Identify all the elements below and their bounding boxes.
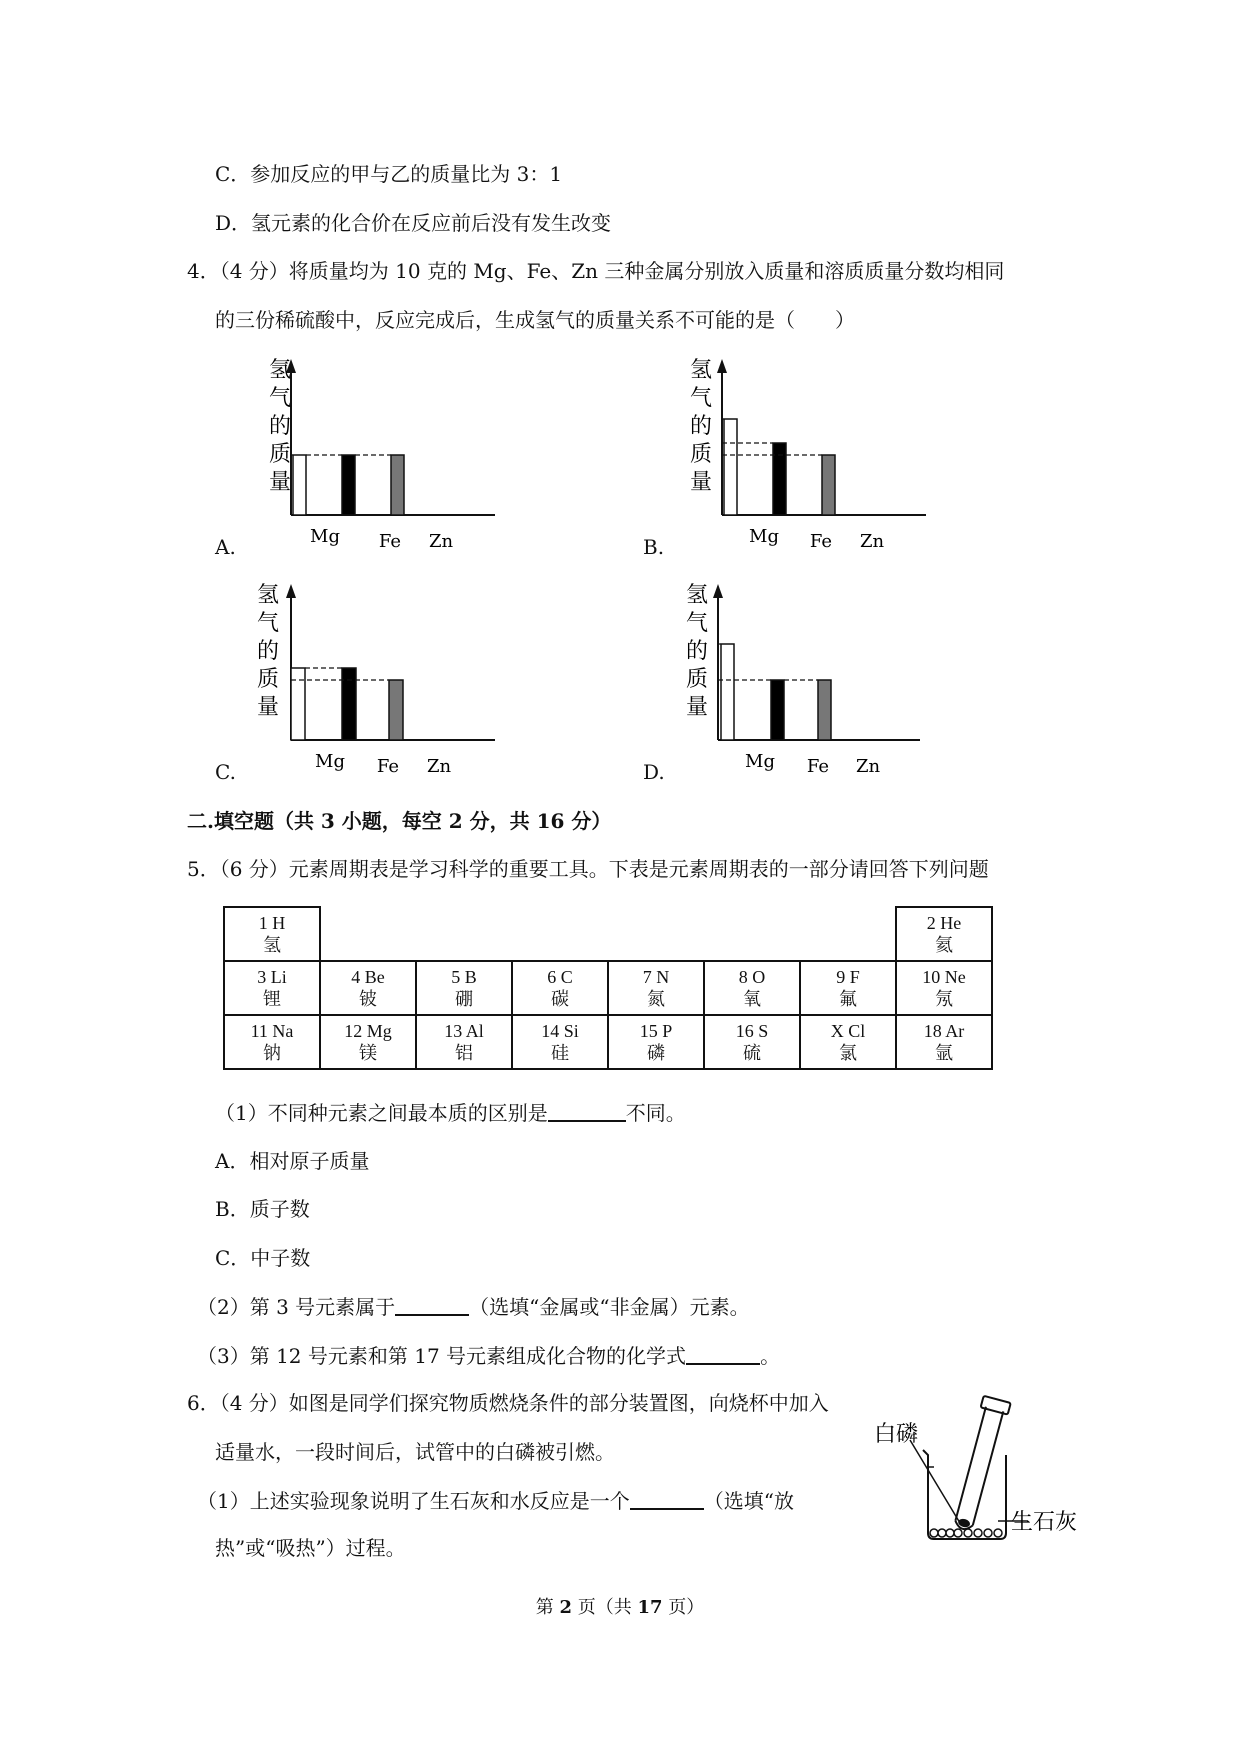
element-cell-he: 2 He 氦 <box>896 907 992 961</box>
x-tick-label: Zn <box>859 531 885 552</box>
chart-a-bars <box>291 455 404 515</box>
ylabel-char: 氢 <box>686 583 709 608</box>
chart-b-ylabel <box>690 358 712 495</box>
x-tick-label: Fe <box>378 531 402 552</box>
x-tick-label: Mg <box>315 751 345 772</box>
element-cell: 9 F 氟 <box>800 961 896 1015</box>
bar-zn <box>391 455 404 515</box>
element-cell: 15 P 磷 <box>608 1015 704 1069</box>
ylabel-char: 质 <box>269 442 292 467</box>
page-total: 17 <box>637 1597 663 1618</box>
element-cell-h: 1 H 氢 <box>224 907 320 961</box>
chart-d <box>684 580 944 780</box>
ylabel-char: 的 <box>690 414 713 439</box>
element-cell: 16 S 硫 <box>704 1015 800 1069</box>
answer-blank[interactable] <box>548 1098 626 1122</box>
periodic-table <box>223 906 993 1070</box>
chart-a <box>255 355 515 555</box>
bar-zn <box>818 680 831 740</box>
table-gap <box>320 907 896 961</box>
option-d-label: D. <box>643 760 665 784</box>
quicklime-granules <box>930 1529 1002 1537</box>
ylabel-char: 氢 <box>690 358 713 383</box>
page-footer: 第 2 页（共 17 页） <box>535 1597 705 1618</box>
ylabel-char: 量 <box>686 695 709 720</box>
q4-stem-line1: 4．（4 分）将质量均为 10 克的 Mg、Fe、Zn 三种金属分别放入质量和溶质质量分数均相同 <box>187 259 1005 283</box>
x-tick-label: Fe <box>809 531 833 552</box>
x-tick-label: Mg <box>310 526 340 547</box>
element-cell: 14 Si 硅 <box>512 1015 608 1069</box>
chart-c-xlabels <box>315 751 451 777</box>
q3-option-d: D．氢元素的化合价在反应前后没有发生改变 <box>215 211 612 235</box>
table-row <box>224 907 992 961</box>
bar-fe <box>342 455 355 515</box>
ylabel-char: 氢 <box>257 583 280 608</box>
element-cell: 5 B 硼 <box>416 961 512 1015</box>
chart-c-bars <box>291 668 403 740</box>
chart-d-bars <box>718 644 831 740</box>
q5-option-b: B．质子数 <box>215 1197 310 1221</box>
q3-option-c: C．参加反应的甲与乙的质量比为 3：1 <box>215 162 563 186</box>
option-b-label: B. <box>643 535 665 559</box>
ylabel-char: 气 <box>257 611 280 636</box>
answer-blank[interactable] <box>686 1341 760 1365</box>
q5-sub1: （1）不同种元素之间最本质的区别是 不同。 <box>215 1098 686 1127</box>
page-number: 2 <box>559 1597 572 1618</box>
option-a-label: A. <box>215 535 236 559</box>
element-cell: X Cl 氯 <box>800 1015 896 1069</box>
ylabel-char: 气 <box>690 386 713 411</box>
chart-d-xlabels <box>745 751 880 777</box>
chart-c-ylabel <box>257 583 279 720</box>
chart-c <box>255 580 515 780</box>
ylabel-char: 质 <box>257 667 280 692</box>
section2-heading: 二.填空题（共 3 小题，每空 2 分，共 16 分） <box>187 809 612 833</box>
bar-fe <box>342 668 356 740</box>
ylabel-char: 的 <box>686 639 709 664</box>
element-cell: 11 Na 钠 <box>224 1015 320 1069</box>
q6-line4: 热”或“吸热”）过程。 <box>215 1536 406 1560</box>
test-tube-icon <box>949 1396 1011 1533</box>
bar-mg <box>724 419 737 515</box>
element-cell: 7 N 氮 <box>608 961 704 1015</box>
x-tick-label: Zn <box>855 756 881 777</box>
x-tick-label: Zn <box>428 531 454 552</box>
table-row <box>224 1015 992 1069</box>
q6-stem-line1: 6．（4 分）如图是同学们探究物质燃烧条件的部分装置图，向烧杯中加入 <box>187 1391 829 1415</box>
ylabel-char: 的 <box>269 414 292 439</box>
ylabel-char: 气 <box>686 611 709 636</box>
x-tick-label: Fe <box>376 756 400 777</box>
bar-fe <box>773 443 786 515</box>
chart-b <box>688 355 948 555</box>
x-tick-label: Fe <box>806 756 830 777</box>
chart-b-xlabels <box>749 526 884 552</box>
apparatus-diagram <box>868 1395 1088 1545</box>
table-row <box>224 961 992 1015</box>
q6-stem-line2: 适量水，一段时间后，试管中的白磷被引燃。 <box>215 1440 615 1464</box>
chart-d-ylabel <box>686 583 708 720</box>
ylabel-char: 量 <box>257 695 280 720</box>
bar-mg <box>291 668 305 740</box>
bar-zn <box>822 455 835 515</box>
q6-sub1: （1）上述实验现象说明了生石灰和水反应是一个 （选填“放 <box>197 1486 794 1515</box>
element-cell: 6 C 碳 <box>512 961 608 1015</box>
element-cell: 12 Mg 镁 <box>320 1015 416 1069</box>
chart-b-bars <box>722 419 835 515</box>
bar-zn <box>389 680 403 740</box>
x-tick-label: Zn <box>426 756 452 777</box>
ylabel-char: 质 <box>690 442 713 467</box>
q5-option-a: A．相对原子质量 <box>215 1149 370 1173</box>
bar-mg <box>721 644 734 740</box>
q4-stem-line2: 的三份稀硫酸中，反应完成后，生成氢气的质量关系不可能的是（ ） <box>215 308 855 332</box>
element-cell: 8 O 氧 <box>704 961 800 1015</box>
label-white-phosphorus: 白磷 <box>874 1422 919 1447</box>
ylabel-char: 量 <box>269 470 292 495</box>
bar-mg <box>293 455 306 515</box>
ylabel-char: 量 <box>690 470 713 495</box>
x-tick-label: Mg <box>745 751 775 772</box>
q5-sub3: （3）第 12 号元素和第 17 号元素组成化合物的化学式 。 <box>197 1341 780 1370</box>
element-cell: 10 Ne 氖 <box>896 961 992 1015</box>
x-tick-label: Mg <box>749 526 779 547</box>
leader-line <box>910 1440 960 1523</box>
ylabel-char: 质 <box>686 667 709 692</box>
chart-a-xlabels <box>310 526 453 552</box>
ylabel-char: 气 <box>269 386 292 411</box>
element-cell: 18 Ar 氩 <box>896 1015 992 1069</box>
ylabel-char: 的 <box>257 639 280 664</box>
bar-fe <box>771 680 784 740</box>
element-cell: 4 Be 铍 <box>320 961 416 1015</box>
ylabel-char: 氢 <box>269 358 292 383</box>
option-c-label: C. <box>215 760 236 784</box>
q5-option-c: C．中子数 <box>215 1246 311 1270</box>
chart-d-axes <box>713 584 920 740</box>
element-cell: 3 Li 锂 <box>224 961 320 1015</box>
q5-stem: 5．（6 分）元素周期表是学习科学的重要工具。下表是元素周期表的一部分请回答下列问题 <box>187 857 989 881</box>
chart-a-ylabel <box>269 358 291 495</box>
q5-sub2: （2）第 3 号元素属于 （选填“金属或“非金属）元素。 <box>197 1292 750 1321</box>
answer-blank[interactable] <box>395 1292 469 1316</box>
element-cell: 13 Al 铝 <box>416 1015 512 1069</box>
answer-blank[interactable] <box>630 1486 704 1510</box>
label-quicklime: 生石灰 <box>1011 1510 1078 1535</box>
